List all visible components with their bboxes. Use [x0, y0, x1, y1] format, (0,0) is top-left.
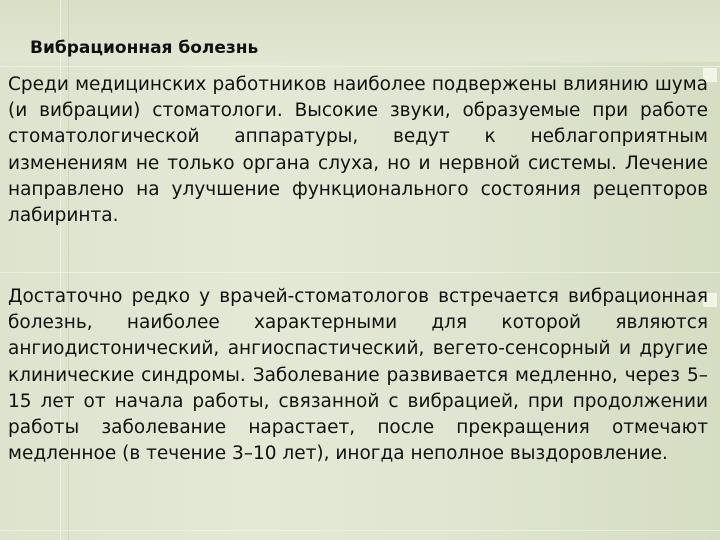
decorative-horizontal-line [0, 272, 720, 273]
paragraph-noise-exposure: Среди медицинских работников наиболее подвержены влиянию шума (и вибрации) стоматологи. Высокие звуки, образуемые при работе стоматологической аппаратуры, ведут к неблагоприятным изменениям не только органа слуха, но и нервной системы. Лечение направлено на улучшение функционального состояния рецепторов лабиринта. [8, 74, 708, 227]
decorative-horizontal-line [0, 66, 720, 67]
decorative-horizontal-line [0, 530, 720, 531]
paragraph-vibration-disease: Достаточно редко у врачей-стоматологов встречается вибрационная болезнь, наиболее характерными для которой являются ангиодистонический, ангиоспастический, вегето-сенсорный и другие клинические синдромы. Заболевание развивается медленно, через 5–15 лет от начала работы, связанной с вибрацией, при продолжении работы заболевание нарастает, после прекращения отмечают медленное (в течение 3–10 лет), иногда неполное выздоровление. [8, 286, 708, 465]
slide-title: Вибрационная болезнь [30, 38, 259, 58]
